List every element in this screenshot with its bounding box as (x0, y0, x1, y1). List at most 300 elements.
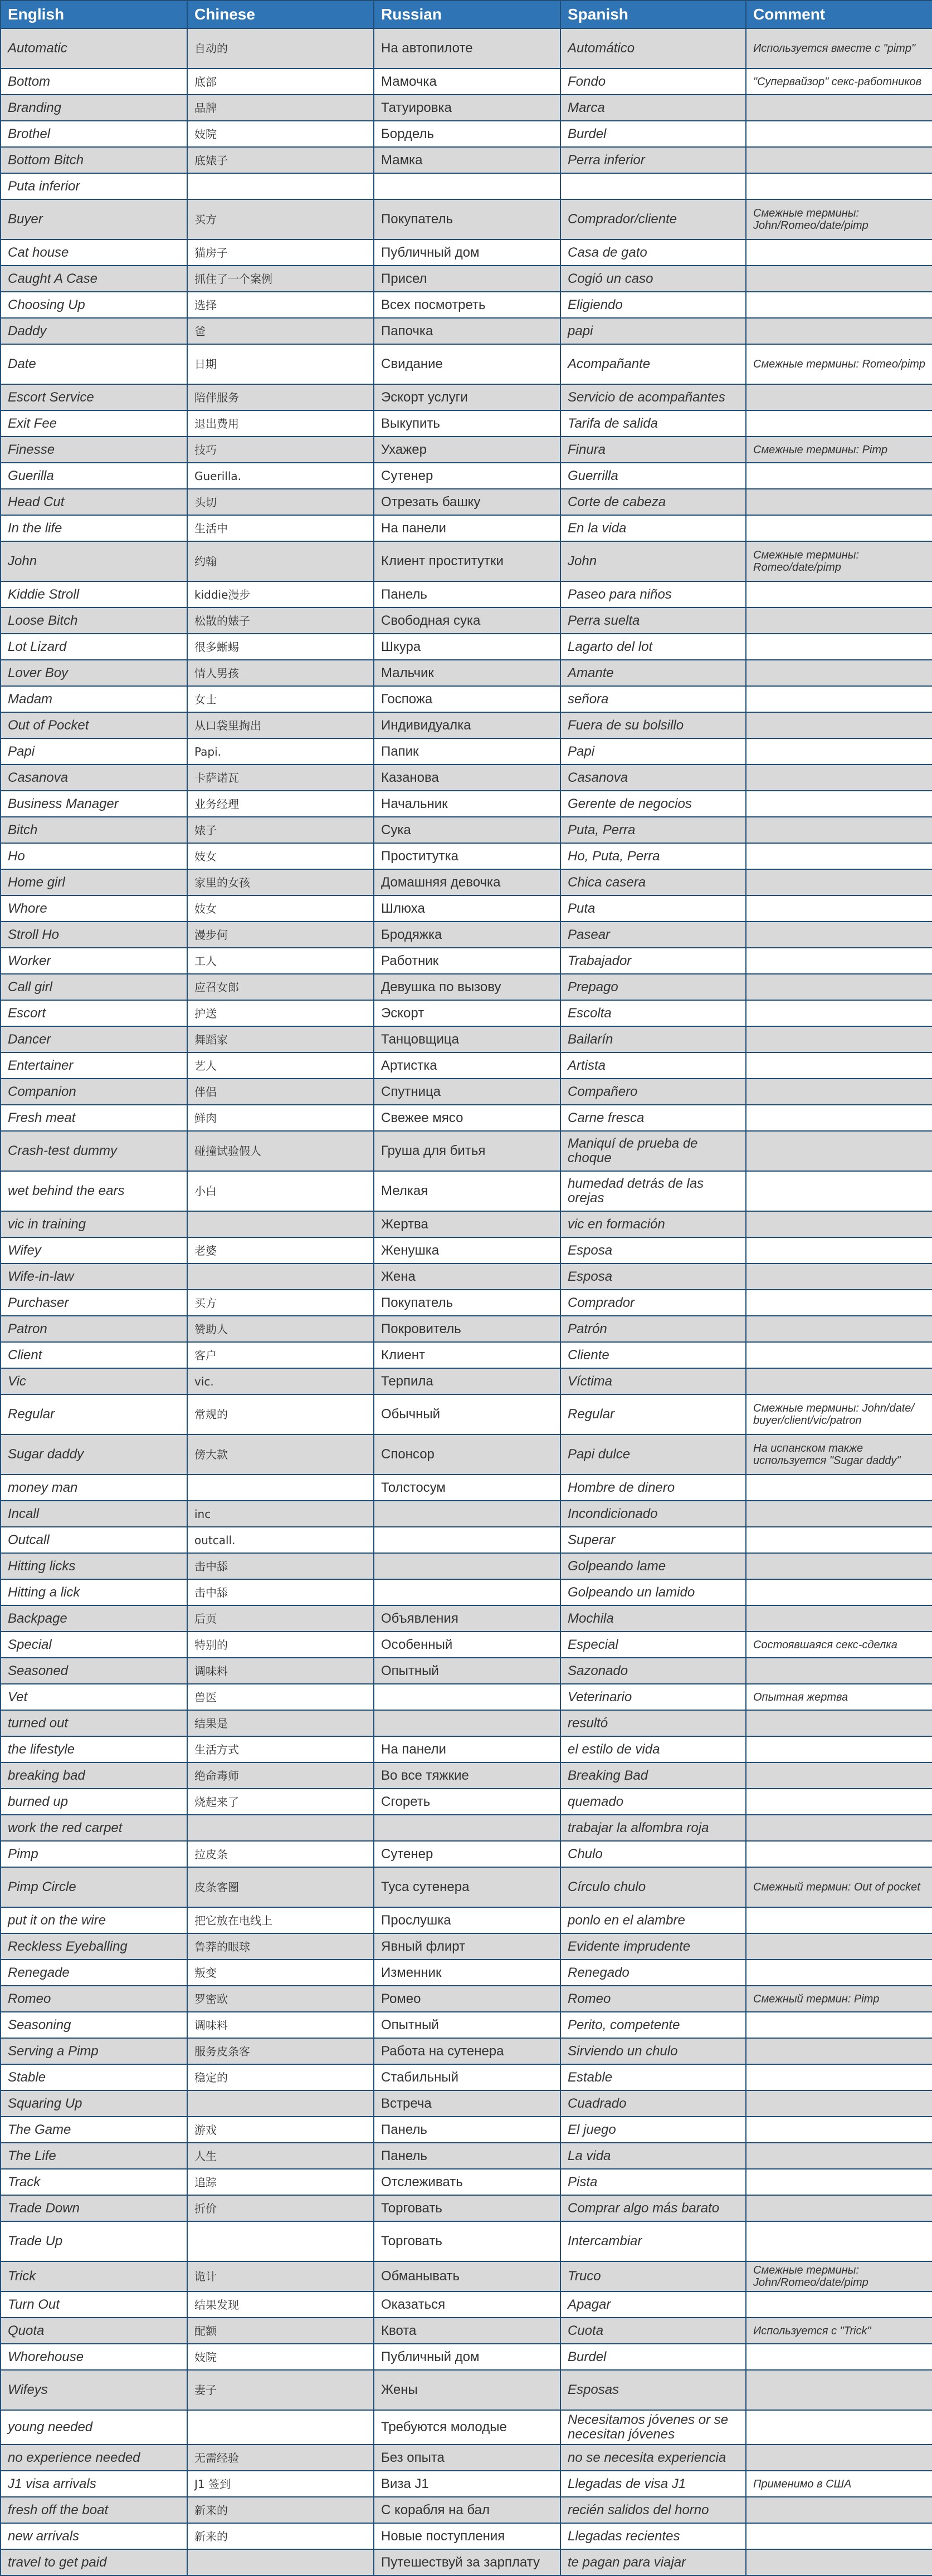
cell-chinese: 漫步何 (187, 922, 374, 948)
cell-russian: Жена (374, 1263, 560, 1290)
cell-english: Madam (1, 686, 187, 712)
cell-english: put it on the wire (1, 1907, 187, 1933)
cell-russian: Оказаться (374, 2291, 560, 2318)
cell-spanish: no se necesita experiencia (560, 2445, 746, 2471)
table-row (1, 817, 932, 843)
cell-russian: Сука (374, 817, 560, 843)
table-row (1, 1736, 932, 1762)
cell-russian: Опытный (374, 2012, 560, 2038)
table-row (1, 28, 932, 68)
cell-english: no experience needed (1, 2445, 187, 2471)
cell-english: Date (1, 344, 187, 384)
cell-english: Outcall (1, 1527, 187, 1553)
cell-chinese: 配额 (187, 2318, 374, 2344)
cell-spanish: Romeo (560, 1986, 746, 2012)
cell-spanish: John (560, 541, 746, 581)
cell-chinese: 抓住了一个案例 (187, 266, 374, 292)
cell-chinese: 品牌 (187, 95, 374, 121)
cell-russian: Ухажер (374, 437, 560, 463)
cell-comment: "Супервайзор" секс-работников (746, 68, 932, 95)
cell-english: Buyer (1, 199, 187, 239)
cell-spanish: Hombre de dinero (560, 1475, 746, 1501)
cell-english: Patron (1, 1316, 187, 1342)
cell-chinese (187, 173, 374, 199)
table-row (1, 1368, 932, 1394)
table-row (1, 581, 932, 608)
cell-english: J1 visa arrivals (1, 2471, 187, 2497)
cell-spanish: Regular (560, 1394, 746, 1434)
table-row (1, 1475, 932, 1501)
cell-spanish: El juego (560, 2117, 746, 2143)
cell-english: vic in training (1, 1211, 187, 1237)
cell-spanish: Estable (560, 2064, 746, 2090)
cell-spanish: Perito, competente (560, 2012, 746, 2038)
cell-english: Puta inferior (1, 173, 187, 199)
table-row (1, 2370, 932, 2410)
cell-chinese: 游戏 (187, 2117, 374, 2143)
cell-spanish: Burdel (560, 2344, 746, 2370)
cell-chinese: 调味料 (187, 1658, 374, 1684)
cell-russian: Встреча (374, 2090, 560, 2117)
cell-english: Trick (1, 2261, 187, 2291)
cell-chinese: 常规的 (187, 1394, 374, 1434)
cell-spanish: Necesitamos jóvenes or se necesitan jóvenes (560, 2410, 746, 2445)
cell-comment (746, 1171, 932, 1211)
cell-english: the lifestyle (1, 1736, 187, 1762)
cell-russian: Покровитель (374, 1316, 560, 1342)
cell-spanish: Esposa (560, 1263, 746, 1290)
cell-russian: Изменник (374, 1960, 560, 1986)
cell-russian: Квота (374, 2318, 560, 2344)
cell-comment (746, 738, 932, 765)
cell-spanish: Renegado (560, 1960, 746, 1986)
cell-spanish: Patrón (560, 1316, 746, 1342)
table-row (1, 515, 932, 541)
cell-english: Crash-test dummy (1, 1131, 187, 1171)
cell-russian: Проститутка (374, 843, 560, 869)
cell-russian: Виза J1 (374, 2471, 560, 2497)
cell-comment (746, 173, 932, 199)
cell-spanish: humedad detrás de las orejas (560, 1171, 746, 1211)
cell-chinese: 工人 (187, 948, 374, 974)
cell-spanish: Fuera de su bolsillo (560, 712, 746, 738)
cell-comment (746, 974, 932, 1000)
cell-chinese: 爸 (187, 318, 374, 344)
cell-comment: Смежные термины: Romeo/pimp (746, 344, 932, 384)
cell-comment (746, 1475, 932, 1501)
cell-comment: Применимо в США (746, 2471, 932, 2497)
cell-comment (746, 489, 932, 515)
cell-russian: Спутница (374, 1079, 560, 1105)
cell-spanish: trabajar la alfombra roja (560, 1815, 746, 1841)
cell-chinese: 折价 (187, 2195, 374, 2221)
cell-russian: Торговать (374, 2195, 560, 2221)
cell-spanish: Comprador/cliente (560, 199, 746, 239)
cell-chinese: 艺人 (187, 1052, 374, 1079)
cell-comment (746, 121, 932, 147)
cell-english: Serving a Pimp (1, 2038, 187, 2064)
cell-chinese: 皮条客圈 (187, 1867, 374, 1907)
cell-english: Business Manager (1, 791, 187, 817)
cell-spanish: Escolta (560, 1000, 746, 1026)
cell-chinese: Papi. (187, 738, 374, 765)
table-row (1, 1263, 932, 1290)
cell-russian: Туса сутенера (374, 1867, 560, 1907)
cell-english: Vic (1, 1368, 187, 1394)
cell-chinese: kiddie漫步 (187, 581, 374, 608)
cell-comment: Опытная жертва (746, 1684, 932, 1710)
cell-chinese: 鲁莽的眼球 (187, 1933, 374, 1960)
cell-english: Bitch (1, 817, 187, 843)
cell-russian: Мамка (374, 147, 560, 173)
cell-comment (746, 608, 932, 634)
cell-russian (374, 1553, 560, 1579)
cell-chinese: outcall. (187, 1527, 374, 1553)
header-comment: Comment (746, 1, 932, 28)
cell-spanish: Corte de cabeza (560, 489, 746, 515)
cell-spanish: vic en formación (560, 1211, 746, 1237)
cell-spanish: Pasear (560, 922, 746, 948)
cell-russian: Жертва (374, 1211, 560, 1237)
cell-chinese: 卡萨诺瓦 (187, 765, 374, 791)
table-row (1, 1026, 932, 1052)
cell-spanish: Llegadas recientes (560, 2523, 746, 2549)
table-row (1, 686, 932, 712)
cell-chinese: 护送 (187, 1000, 374, 1026)
cell-english: Choosing Up (1, 292, 187, 318)
cell-spanish: Cuota (560, 2318, 746, 2344)
cell-comment (746, 634, 932, 660)
cell-chinese (187, 1815, 374, 1841)
cell-chinese (187, 2221, 374, 2261)
cell-russian: Публичный дом (374, 239, 560, 266)
cell-russian: Требуются молодые (374, 2410, 560, 2445)
cell-russian: Госпожа (374, 686, 560, 712)
cell-chinese: 买方 (187, 199, 374, 239)
table-row (1, 1762, 932, 1789)
cell-spanish: Cogió un caso (560, 266, 746, 292)
table-row (1, 1131, 932, 1171)
cell-spanish: Automático (560, 28, 746, 68)
table-row (1, 318, 932, 344)
cell-comment (746, 2221, 932, 2261)
cell-chinese: inc (187, 1501, 374, 1527)
cell-english: Cat house (1, 239, 187, 266)
cell-spanish: Casa de gato (560, 239, 746, 266)
cell-english: Call girl (1, 974, 187, 1000)
cell-comment (746, 1079, 932, 1105)
cell-english: Whorehouse (1, 2344, 187, 2370)
cell-russian: Бордель (374, 121, 560, 147)
cell-comment (746, 1527, 932, 1553)
cell-english: Renegade (1, 1960, 187, 1986)
table-row (1, 765, 932, 791)
cell-spanish: Puta, Perra (560, 817, 746, 843)
cell-spanish: Evidente imprudente (560, 1933, 746, 1960)
cell-spanish: te pagan para viajar (560, 2549, 746, 2575)
cell-chinese: 结果发现 (187, 2291, 374, 2318)
table-row (1, 843, 932, 869)
cell-english: burned up (1, 1789, 187, 1815)
cell-english: Special (1, 1632, 187, 1658)
cell-comment (746, 1501, 932, 1527)
cell-english: Sugar daddy (1, 1434, 187, 1475)
cell-english: Ho (1, 843, 187, 869)
table-row (1, 948, 932, 974)
cell-chinese: 追踪 (187, 2169, 374, 2195)
cell-russian: Без опыта (374, 2445, 560, 2471)
table-row (1, 541, 932, 581)
cell-english: Trade Down (1, 2195, 187, 2221)
cell-spanish: Apagar (560, 2291, 746, 2318)
cell-chinese: 兽医 (187, 1684, 374, 1710)
cell-spanish: Truco (560, 2261, 746, 2291)
cell-english: Purchaser (1, 1290, 187, 1316)
cell-russian: Артистка (374, 1052, 560, 1079)
cell-russian: Свободная сука (374, 608, 560, 634)
cell-comment (746, 1290, 932, 1316)
cell-english: Squaring Up (1, 2090, 187, 2117)
cell-russian (374, 1579, 560, 1605)
cell-russian: Спонсор (374, 1434, 560, 1475)
table-row (1, 1171, 932, 1211)
cell-comment (746, 1960, 932, 1986)
cell-comment (746, 765, 932, 791)
table-row (1, 2497, 932, 2523)
cell-english: Seasoning (1, 2012, 187, 2038)
cell-spanish: señora (560, 686, 746, 712)
cell-comment (746, 686, 932, 712)
cell-russian: Татуировка (374, 95, 560, 121)
table-row (1, 1867, 932, 1907)
cell-chinese: 叛变 (187, 1960, 374, 1986)
cell-chinese: 击中舔 (187, 1579, 374, 1605)
cell-comment (746, 1933, 932, 1960)
cell-spanish: Comprar algo más barato (560, 2195, 746, 2221)
cell-russian: Всех посмотреть (374, 292, 560, 318)
table-row (1, 1237, 932, 1263)
cell-chinese: Guerilla. (187, 463, 374, 489)
cell-comment (746, 410, 932, 437)
cell-english: Casanova (1, 765, 187, 791)
cell-chinese: 碰撞试验假人 (187, 1131, 374, 1171)
cell-comment (746, 2410, 932, 2445)
cell-russian: Свидание (374, 344, 560, 384)
cell-chinese: 舞蹈家 (187, 1026, 374, 1052)
table-row (1, 266, 932, 292)
cell-chinese: 女士 (187, 686, 374, 712)
cell-chinese: 特别的 (187, 1632, 374, 1658)
cell-russian: Эскорт услуги (374, 384, 560, 410)
cell-english: Wife-in-law (1, 1263, 187, 1290)
table-row (1, 791, 932, 817)
cell-russian: Стабильный (374, 2064, 560, 2090)
cell-russian: Сутенер (374, 1841, 560, 1867)
cell-english: Automatic (1, 28, 187, 68)
cell-spanish: La vida (560, 2143, 746, 2169)
cell-english: Bottom Bitch (1, 147, 187, 173)
cell-chinese: 猫房子 (187, 239, 374, 266)
cell-english: The Game (1, 2117, 187, 2143)
cell-spanish: Artista (560, 1052, 746, 1079)
cell-english: Whore (1, 895, 187, 922)
cell-spanish: Sirviendo un chulo (560, 2038, 746, 2064)
cell-russian: Панель (374, 581, 560, 608)
cell-russian: Путешествуй за зарплату (374, 2549, 560, 2575)
cell-english: Companion (1, 1079, 187, 1105)
cell-chinese: J1 签到 (187, 2471, 374, 2497)
table-row (1, 1815, 932, 1841)
cell-russian: Покупатель (374, 199, 560, 239)
cell-spanish: Breaking Bad (560, 1762, 746, 1789)
cell-chinese: 情人男孩 (187, 660, 374, 686)
cell-spanish: Comprador (560, 1290, 746, 1316)
cell-russian: Мамочка (374, 68, 560, 95)
cell-comment (746, 581, 932, 608)
cell-spanish: Especial (560, 1632, 746, 1658)
cell-russian: Шлюха (374, 895, 560, 922)
cell-russian: Терпила (374, 1368, 560, 1394)
cell-english: Lover Boy (1, 660, 187, 686)
table-row (1, 1434, 932, 1475)
table-row (1, 2445, 932, 2471)
cell-english: Reckless Eyeballing (1, 1933, 187, 1960)
table-row (1, 1501, 932, 1527)
cell-spanish: Carne fresca (560, 1105, 746, 1131)
cell-spanish: Lagarto del lot (560, 634, 746, 660)
cell-spanish (560, 173, 746, 199)
cell-russian: Женушка (374, 1237, 560, 1263)
cell-chinese: 击中舔 (187, 1553, 374, 1579)
cell-spanish: Incondicionado (560, 1501, 746, 1527)
table-row (1, 2195, 932, 2221)
cell-chinese: 妻子 (187, 2370, 374, 2410)
cell-comment (746, 318, 932, 344)
table-row (1, 2221, 932, 2261)
cell-english: Kiddie Stroll (1, 581, 187, 608)
cell-russian: Явный флирт (374, 1933, 560, 1960)
cell-english: Seasoned (1, 1658, 187, 1684)
header-russian: Russian (374, 1, 560, 28)
table-row (1, 2038, 932, 2064)
cell-english: Stable (1, 2064, 187, 2090)
cell-spanish: ponlo en el alambre (560, 1907, 746, 1933)
cell-comment (746, 2291, 932, 2318)
cell-russian: Казанова (374, 765, 560, 791)
table-row (1, 608, 932, 634)
cell-spanish: Círculo chulo (560, 1867, 746, 1907)
cell-russian: Работник (374, 948, 560, 974)
table-row (1, 974, 932, 1000)
table-row (1, 634, 932, 660)
cell-spanish: Maniquí de prueba de choque (560, 1131, 746, 1171)
cell-spanish: Víctima (560, 1368, 746, 1394)
cell-comment (746, 1131, 932, 1171)
cell-chinese: 陪伴服务 (187, 384, 374, 410)
cell-english: Lot Lizard (1, 634, 187, 660)
cell-russian: Во все тяжкие (374, 1762, 560, 1789)
cell-russian (374, 1710, 560, 1736)
table-row (1, 437, 932, 463)
cell-comment (746, 2143, 932, 2169)
table-row (1, 1605, 932, 1632)
cell-comment: Смежные термины: Romeo/date/pimp (746, 541, 932, 581)
cell-russian (374, 1684, 560, 1710)
cell-english: new arrivals (1, 2523, 187, 2549)
cell-comment (746, 2090, 932, 2117)
table-row (1, 2410, 932, 2445)
cell-comment (746, 1579, 932, 1605)
table-row (1, 1632, 932, 1658)
cell-chinese: 新来的 (187, 2523, 374, 2549)
cell-comment (746, 239, 932, 266)
cell-english: John (1, 541, 187, 581)
cell-russian: Танцовщица (374, 1026, 560, 1052)
cell-english: Brothel (1, 121, 187, 147)
cell-english: Fresh meat (1, 1105, 187, 1131)
cell-spanish: Esposa (560, 1237, 746, 1263)
cell-russian: Груша для битья (374, 1131, 560, 1171)
table-row (1, 2090, 932, 2117)
cell-chinese: 绝命毒师 (187, 1762, 374, 1789)
cell-english: young needed (1, 2410, 187, 2445)
cell-english: breaking bad (1, 1762, 187, 1789)
cell-spanish: Finura (560, 437, 746, 463)
cell-comment (746, 266, 932, 292)
table-row (1, 489, 932, 515)
cell-russian: Отслеживать (374, 2169, 560, 2195)
cell-chinese: 诡计 (187, 2261, 374, 2291)
cell-spanish: Paseo para niños (560, 581, 746, 608)
table-row (1, 1394, 932, 1434)
cell-english: Track (1, 2169, 187, 2195)
cell-russian: Опытный (374, 1658, 560, 1684)
table-row (1, 1052, 932, 1079)
cell-comment (746, 2195, 932, 2221)
cell-spanish: Amante (560, 660, 746, 686)
table-row (1, 1316, 932, 1342)
table-row (1, 1960, 932, 1986)
cell-russian: Эскорт (374, 1000, 560, 1026)
table-row (1, 2291, 932, 2318)
cell-comment (746, 2497, 932, 2523)
table-row (1, 2261, 932, 2291)
table-row (1, 1684, 932, 1710)
cell-spanish: Chica casera (560, 869, 746, 895)
cell-chinese: 无需经验 (187, 2445, 374, 2471)
cell-comment (746, 2445, 932, 2471)
cell-spanish: Gerente de negocios (560, 791, 746, 817)
cell-chinese: 从口袋里掏出 (187, 712, 374, 738)
cell-comment (746, 1052, 932, 1079)
cell-english: Home girl (1, 869, 187, 895)
cell-russian: Сутенер (374, 463, 560, 489)
cell-english: Turn Out (1, 2291, 187, 2318)
cell-spanish: Mochila (560, 1605, 746, 1632)
cell-english: Backpage (1, 1605, 187, 1632)
cell-chinese (187, 2090, 374, 2117)
table-row (1, 1907, 932, 1933)
table-row (1, 410, 932, 437)
cell-spanish: Casanova (560, 765, 746, 791)
cell-chinese: 松散的婊子 (187, 608, 374, 634)
cell-spanish: Golpeando un lamido (560, 1579, 746, 1605)
cell-english: Incall (1, 1501, 187, 1527)
cell-english: Finesse (1, 437, 187, 463)
cell-russian: Новые поступления (374, 2523, 560, 2549)
cell-comment (746, 1815, 932, 1841)
cell-chinese: 新来的 (187, 2497, 374, 2523)
